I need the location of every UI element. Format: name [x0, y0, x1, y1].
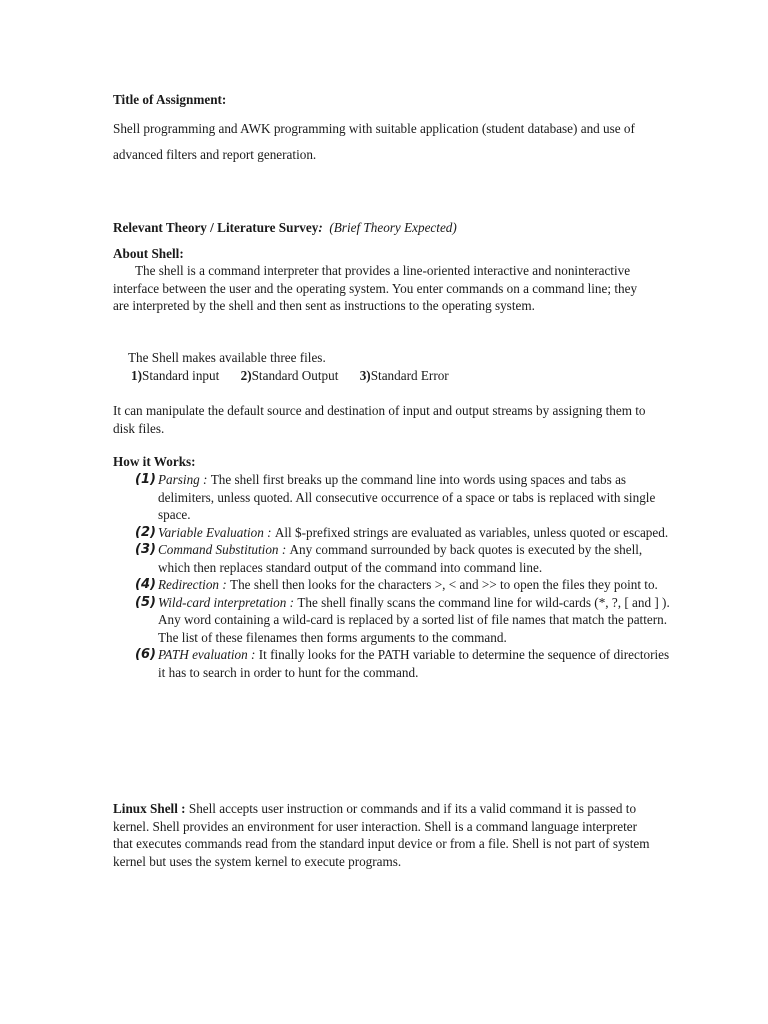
theory-colon: : — [318, 220, 323, 235]
file-item — [241, 368, 339, 383]
file-item-label: Standard input — [142, 368, 220, 383]
assignment-title-label: Title of Assignment: — [113, 92, 227, 107]
step-item — [135, 541, 675, 576]
file-item-label: Standard Error — [370, 368, 449, 383]
step-body — [158, 471, 675, 524]
step-text: The shell then looks for the characters >, < and >> to open the files they point to. — [230, 577, 658, 592]
step-term: Redirection : — [158, 577, 231, 592]
file-item-number: 1) — [131, 368, 142, 383]
how-it-works-heading: How it Works: — [113, 454, 196, 469]
step-item — [135, 594, 675, 647]
file-item — [360, 368, 449, 383]
file-item-number: 3) — [359, 368, 371, 383]
files-intro: The Shell makes available three files. — [128, 350, 326, 365]
step-number: (3) — [135, 542, 156, 557]
step-item — [135, 646, 675, 681]
step-item — [135, 524, 675, 542]
step-body — [158, 646, 675, 681]
about-shell-heading: About Shell: — [113, 246, 184, 261]
assignment-title-text: Shell programming and AWK programming with suitable application (student database) and use of advanced filters and report generation. — [113, 121, 635, 162]
step-text: All $-prefixed strings are evaluated as variables, unless quoted or escaped. — [274, 524, 669, 540]
step-number: (1) — [135, 472, 156, 487]
step-text: It finally looks for the PATH variable to determine the sequence of directories it has to search in order to hunt for the command. — [158, 647, 670, 680]
how-it-works-list — [135, 471, 675, 681]
streams-paragraph: It can manipulate the default source and destination of input and output streams by assigning them to disk files. — [113, 403, 646, 436]
step-number: (4) — [135, 577, 156, 592]
step-number: (5) — [135, 594, 156, 610]
step-body — [158, 576, 675, 594]
about-shell-paragraph: The shell is a command interpreter that provides a line-oriented interactive and noninteractive interface between the user and the operating system. You enter commands on a command line; they are interpreted by the shell and then sent as instructions to the operating system. — [113, 263, 638, 313]
linux-shell-label: Linux Shell : — [113, 801, 189, 816]
step-term: Parsing : — [158, 472, 211, 487]
linux-shell-paragraph — [113, 800, 653, 870]
step-body — [158, 524, 675, 542]
step-term: PATH evaluation : — [158, 647, 259, 662]
step-term: Variable Evaluation : — [158, 524, 275, 540]
step-text: The shell finally scans the command line for wild-cards (*, ?, [ and ] ). Any word containing a wild-card is replaced by a sorted list of file names that match the pattern. The list of these filenames then forms arguments to the command. — [158, 594, 670, 645]
step-number: (2) — [135, 524, 156, 540]
step-item — [135, 576, 675, 594]
step-term: Wild-card interpretation : — [158, 594, 298, 610]
files-list — [131, 367, 467, 385]
linux-shell-text: Shell accepts user instruction or commands and if its a valid command it is passed to kernel. Shell provides an environment for user interaction. Shell is a command language interpreter that executes commands read from the standard input device or from a file. Shell is not part of system kernel but uses the system kernel to execute programs. — [113, 801, 650, 869]
step-number: (6) — [135, 647, 156, 662]
step-item — [135, 471, 675, 524]
theory-heading-line — [113, 219, 457, 237]
file-item-number: 2) — [240, 368, 252, 383]
theory-heading: Relevant Theory / Literature Survey — [113, 220, 319, 235]
step-text: Any command surrounded by back quotes is executed by the shell, which then replaces standard output of the command into command line. — [158, 542, 643, 575]
step-body — [158, 541, 675, 576]
file-item-label: Standard Output — [251, 368, 339, 383]
step-body — [158, 594, 675, 647]
step-term: Command Substitution : — [158, 542, 290, 557]
step-text: The shell first breaks up the command line into words using spaces and tabs as delimiters, unless quoted. All consecutive occurrence of a space or tabs is replaced with single space. — [158, 472, 656, 522]
theory-note: (Brief Theory Expected) — [329, 220, 457, 235]
file-item — [131, 368, 219, 383]
